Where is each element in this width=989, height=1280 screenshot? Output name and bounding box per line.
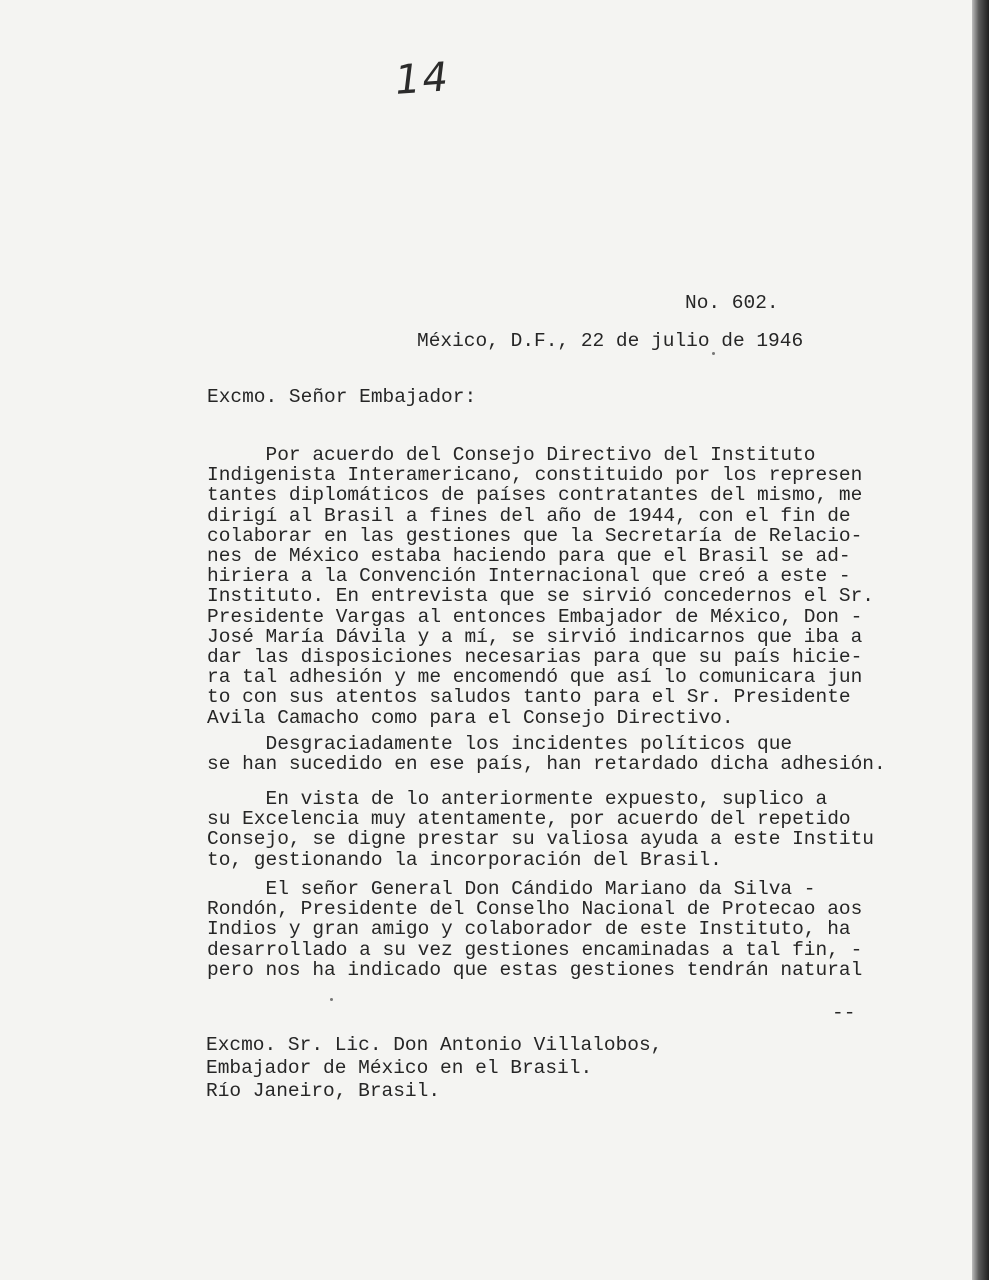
handwritten-page-number: 14: [393, 54, 452, 104]
body-line: dirigí al Brasil a fines del año de 1944, con el fin de: [207, 504, 851, 527]
body-line: Instituto. En entrevista que se sirvió concedernos el Sr.: [207, 585, 875, 608]
continuation-mark: --: [832, 1002, 856, 1024]
salutation: Excmo. Señor Embajador:: [207, 386, 477, 408]
body-line: El señor General Don Cándido Mariano da Silva -: [207, 878, 816, 900]
addressee-name: Excmo. Sr. Lic. Don Antonio Villalobos,: [206, 1034, 663, 1056]
body-line: Por acuerdo del Consejo Directivo del Instituto: [207, 444, 816, 466]
body-line: Presidente Vargas al entonces Embajador de México, Don -: [207, 605, 863, 628]
body-line: dar las disposiciones necesarias para que su país hicie-: [207, 646, 863, 668]
body-line: pero nos ha indicado que estas gestiones tendrán natural: [207, 958, 863, 981]
body-line: to con sus atentos saludos tanto para el Sr. Presidente: [207, 686, 851, 709]
body-line: desarrollado a su vez gestiones encaminadas a tal fin, -: [207, 938, 863, 961]
body-line: tantes diplomáticos de países contratantes del mismo, me: [207, 484, 863, 507]
dateline: México, D.F., 22 de julio de 1946: [417, 330, 804, 352]
paper-speck: [712, 352, 715, 355]
addressee-location: Río Janeiro, Brasil.: [206, 1080, 441, 1102]
body-line: Desgraciadamente los incidentes políticos que: [207, 733, 793, 755]
body-line: colaborar en las gestiones que la Secretaría de Relacio-: [207, 524, 863, 547]
scan-edge: [972, 0, 989, 1280]
body-line: Consejo, se digne prestar su valiosa ayuda a este Institu: [207, 828, 875, 851]
body-line: to, gestionando la incorporación del Brasil.: [207, 848, 722, 871]
addressee-title: Embajador de México en el Brasil.: [206, 1057, 593, 1079]
body-line: se han sucedido en ese país, han retardado dicha adhesión.: [207, 753, 886, 776]
body-line: Indios y gran amigo y colaborador de este Instituto, ha: [207, 918, 851, 941]
paper-speck: [330, 998, 333, 1001]
body-line: José María Dávila y a mí, se sirvió indicarnos que iba a: [207, 625, 863, 648]
reference-number: No. 602.: [685, 292, 779, 314]
addressee-block: [206, 1034, 662, 1103]
body-line: Avila Camacho como para el Consejo Directivo.: [207, 706, 734, 729]
body-line: ra tal adhesión y me encomendó que así lo comunicara jun: [207, 666, 863, 689]
body-line: Indigenista Interamericano, constituido por los represen: [207, 464, 863, 487]
body-line: nes de México estaba haciendo para que el Brasil se ad-: [207, 545, 851, 567]
body-line: Rondón, Presidente del Conselho Nacional de Protecao aos: [207, 898, 863, 921]
body-line: En vista de lo anteriormente expuesto, suplico a: [207, 788, 828, 810]
body-line: su Excelencia muy atentamente, por acuerdo del repetido: [207, 808, 851, 831]
body-line: hiriera a la Convención Internacional que creó a este -: [207, 565, 851, 588]
